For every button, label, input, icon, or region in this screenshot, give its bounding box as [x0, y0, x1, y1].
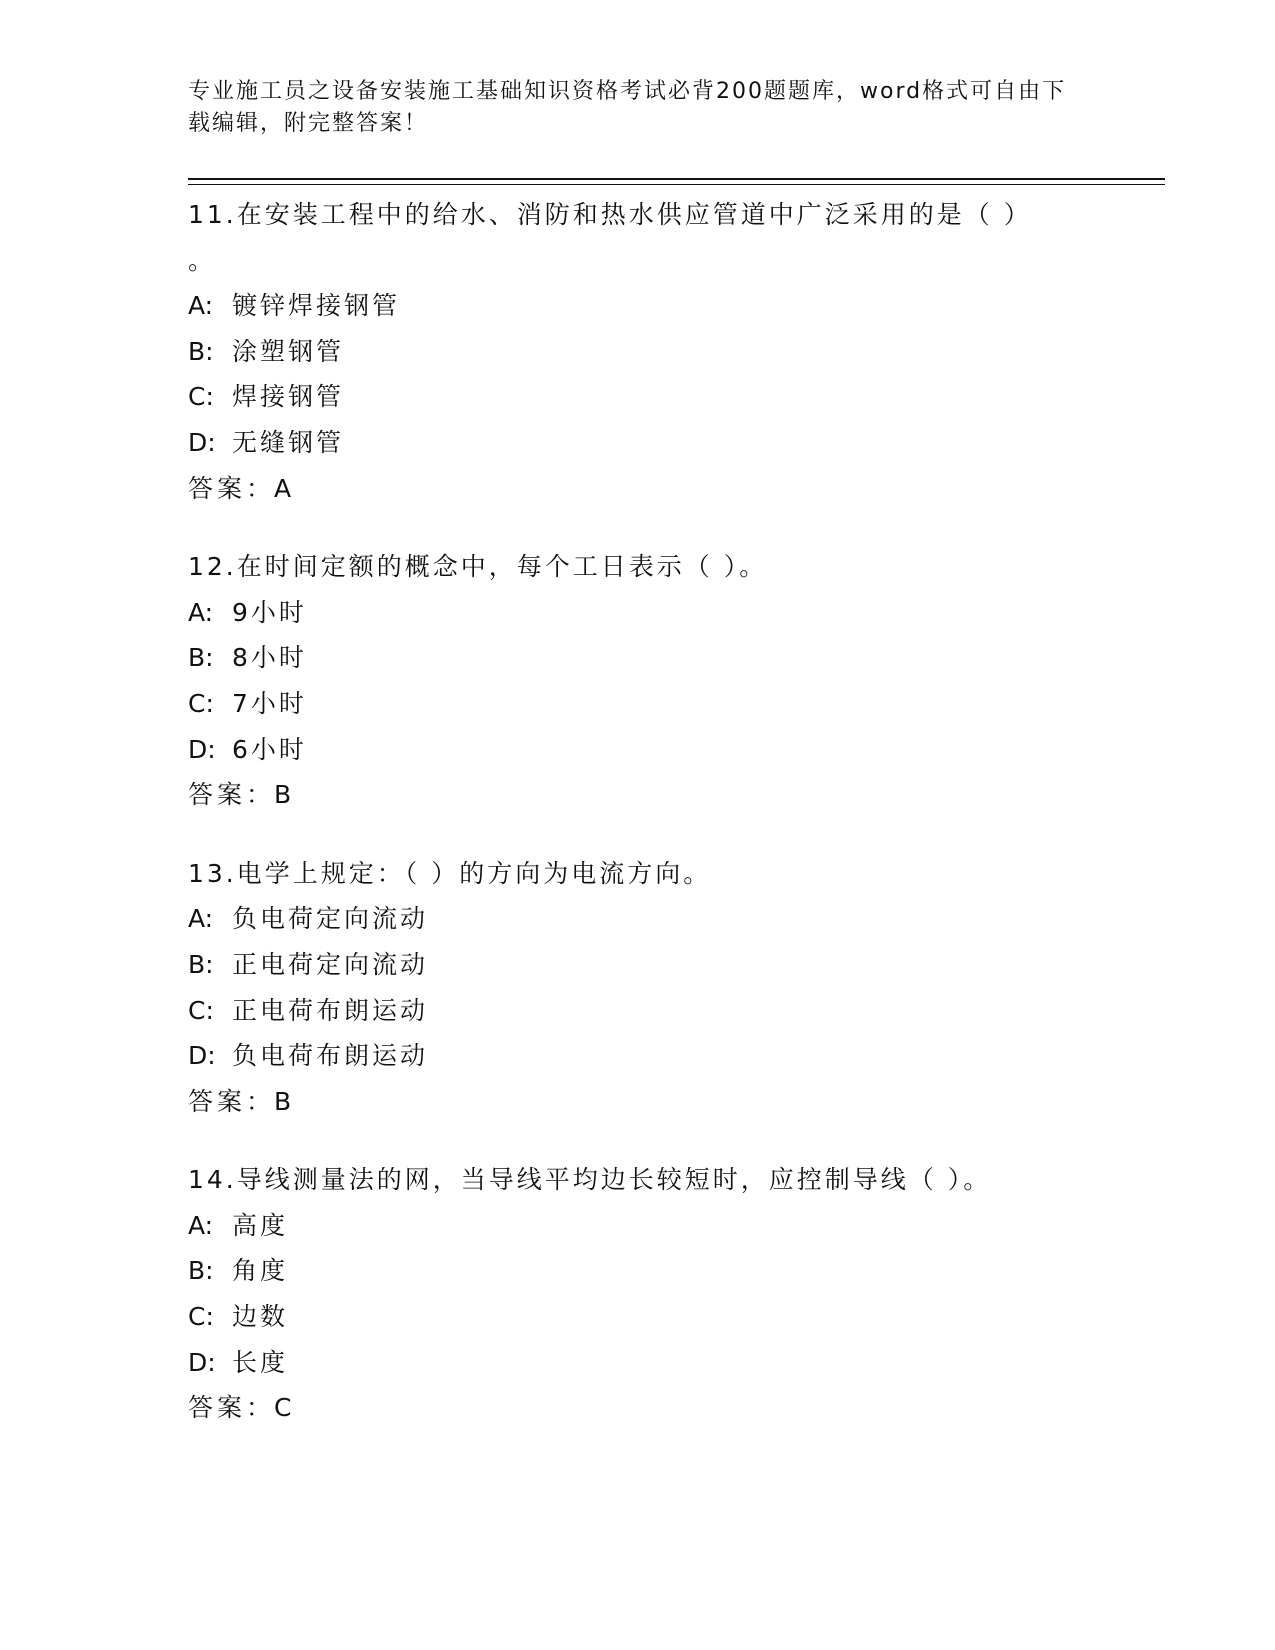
- question-stem: 11.在安装工程中的给水、消防和热水供应管道中广泛采用的是（ ）: [188, 200, 1032, 229]
- option-letter: A:: [188, 904, 214, 934]
- option-text: 8小时: [232, 643, 307, 673]
- option-text: 长度: [232, 1347, 289, 1377]
- question-14: [188, 1157, 1128, 1431]
- question-stem: 13.电学上规定：（ ）的方向为电流方向。: [188, 858, 712, 888]
- header-divider-thin: [188, 184, 1165, 185]
- question-13: [188, 851, 1128, 1125]
- option-a: [188, 283, 1128, 329]
- option-text: 正电荷定向流动: [232, 949, 429, 979]
- option-text: 边数: [232, 1302, 289, 1332]
- option-letter: D:: [188, 1041, 216, 1071]
- option-letter: A:: [188, 597, 214, 627]
- question-list: [188, 192, 1128, 1464]
- question-stem: 14.导线测量法的网，当导线平均边长较短时，应控制导线（ ）。: [188, 1165, 992, 1195]
- option-text: 无缝钢管: [232, 427, 345, 457]
- answer-row: [188, 466, 1128, 512]
- answer-row: [188, 1079, 1128, 1125]
- option-letter: B:: [188, 336, 214, 366]
- answer-row: [188, 772, 1128, 818]
- option-letter: B:: [188, 949, 214, 979]
- question-12: [188, 544, 1128, 818]
- header-divider-thick: [188, 178, 1165, 180]
- answer-value: A: [274, 473, 294, 503]
- option-d: [188, 1033, 1128, 1079]
- option-letter: D:: [188, 427, 216, 457]
- option-letter: B:: [188, 643, 214, 673]
- option-text: 7小时: [232, 688, 307, 718]
- option-text: 镀锌焊接钢管: [232, 291, 401, 321]
- option-b: [188, 635, 1128, 681]
- option-text: 角度: [232, 1256, 289, 1286]
- option-a: [188, 1203, 1128, 1249]
- option-b: [188, 942, 1128, 988]
- option-c: [188, 988, 1128, 1034]
- question-stem-continuation: 。: [188, 245, 217, 275]
- option-text: 正电荷布朗运动: [232, 995, 429, 1025]
- option-b: [188, 329, 1128, 375]
- answer-label: 答案：: [188, 473, 276, 503]
- option-letter: D:: [188, 734, 216, 764]
- option-text: 负电荷布朗运动: [232, 1041, 429, 1071]
- option-text: 负电荷定向流动: [232, 904, 429, 934]
- option-letter: C:: [188, 1302, 214, 1332]
- option-c: [188, 374, 1128, 420]
- option-letter: A:: [188, 291, 214, 321]
- option-b: [188, 1248, 1128, 1294]
- option-text: 焊接钢管: [232, 382, 345, 412]
- answer-row: [188, 1385, 1128, 1431]
- option-d: [188, 727, 1128, 773]
- answer-value: B: [274, 1086, 294, 1116]
- document-intro: 专业施工员之设备安装施工基础知识资格考试必背200题题库，word格式可自由下载编辑，附完整答案！: [188, 79, 1067, 136]
- option-a: [188, 590, 1128, 636]
- option-d: [188, 420, 1128, 466]
- answer-value: C: [274, 1393, 294, 1423]
- option-letter: D:: [188, 1347, 216, 1377]
- question-stem: 12.在时间定额的概念中，每个工日表示（ ）。: [188, 552, 768, 582]
- option-d: [188, 1340, 1128, 1386]
- option-letter: A:: [188, 1210, 214, 1240]
- answer-label: 答案：: [188, 780, 276, 810]
- question-11: [188, 192, 1128, 511]
- option-text: 涂塑钢管: [232, 336, 345, 366]
- option-letter: C:: [188, 382, 214, 412]
- option-text: 9小时: [232, 597, 307, 627]
- option-letter: B:: [188, 1256, 214, 1286]
- answer-label: 答案：: [188, 1393, 276, 1423]
- option-letter: C:: [188, 995, 214, 1025]
- option-letter: C:: [188, 688, 214, 718]
- option-c: [188, 681, 1128, 727]
- answer-value: B: [274, 780, 294, 810]
- option-text: 6小时: [232, 734, 307, 764]
- option-c: [188, 1294, 1128, 1340]
- option-a: [188, 896, 1128, 942]
- answer-label: 答案：: [188, 1086, 276, 1116]
- option-text: 高度: [232, 1210, 289, 1240]
